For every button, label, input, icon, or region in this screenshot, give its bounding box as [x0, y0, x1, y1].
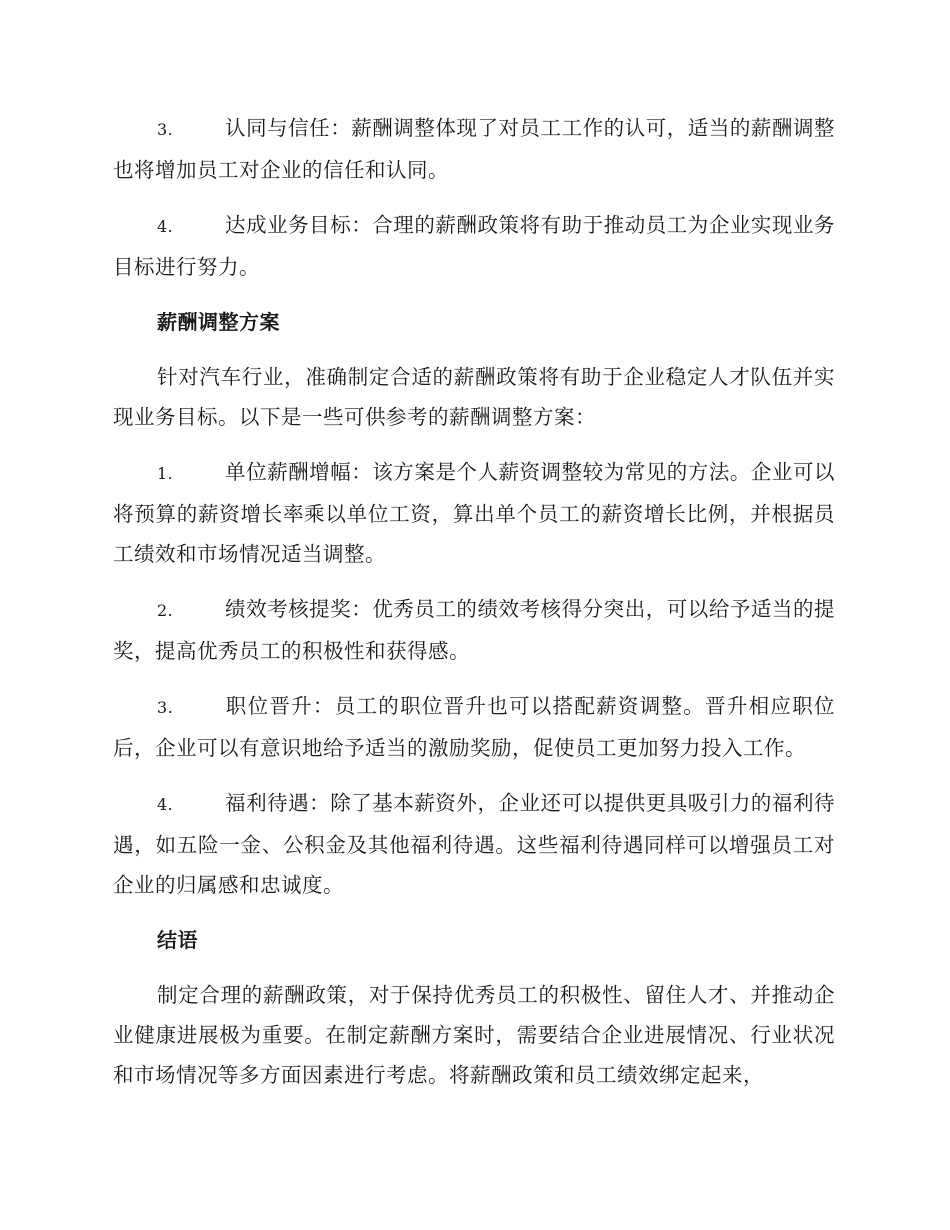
list-number: 1.: [157, 464, 174, 483]
list-item: [113, 108, 835, 190]
list-number: 2.: [157, 601, 174, 620]
section-heading-conclusion: 结语: [157, 928, 198, 952]
list-text: 职位晋升：员工的职位晋升也可以搭配薪资调整。晋升相应职位后，企业可以有意识地给予适当的激励奖励，促使员工更加努力投入工作。: [113, 694, 835, 760]
conclusion-paragraph: 制定合理的薪酬政策，对于保持优秀员工的积极性、留住人才、并推动企业健康进展极为重要。在制定薪酬方案时，需要结合企业进展情况、行业状况和市场情况等多方面因素进行考虑。将薪酬政策和员工绩效绑定起来，: [113, 983, 835, 1087]
list-text: 福利待遇：除了基本薪资外，企业还可以提供更具吸引力的福利待遇，如五险一金、公积金及其他福利待遇。这些福利待遇同样可以增强员工对企业的归属感和忠诚度。: [113, 791, 835, 897]
list-number: 4.: [157, 217, 174, 236]
document-page: [113, 108, 835, 1110]
list-number: 3.: [157, 120, 174, 139]
list-item: [113, 686, 835, 768]
list-number: 3.: [157, 698, 174, 717]
list-text: 认同与信任：薪酬调整体现了对员工工作的认可，适当的薪酬调整也将增加员工对企业的信任和认同。: [113, 116, 835, 182]
list-text: 达成业务目标：合理的薪酬政策将有助于推动员工为企业实现业务目标进行努力。: [113, 213, 835, 279]
list-item: [113, 783, 835, 905]
intro-paragraph: 针对汽车行业，准确制定合适的薪酬政策将有助于企业稳定人才队伍并实现业务目标。以下是一些可供参考的薪酬调整方案：: [113, 365, 835, 429]
list-item: [113, 452, 835, 574]
list-item: [113, 205, 835, 287]
list-text: 绩效考核提奖：优秀员工的绩效考核得分突出，可以给予适当的提奖，提高优秀员工的积极性和获得感。: [113, 597, 835, 663]
list-text: 单位薪酬增幅：该方案是个人薪资调整较为常见的方法。企业可以将预算的薪资增长率乘以单位工资，算出单个员工的薪资增长比例，并根据员工绩效和市场情况适当调整。: [113, 460, 835, 566]
section-heading-adjustment-plan: 薪酬调整方案: [157, 310, 280, 334]
list-item: [113, 589, 835, 671]
list-number: 4.: [157, 795, 174, 814]
